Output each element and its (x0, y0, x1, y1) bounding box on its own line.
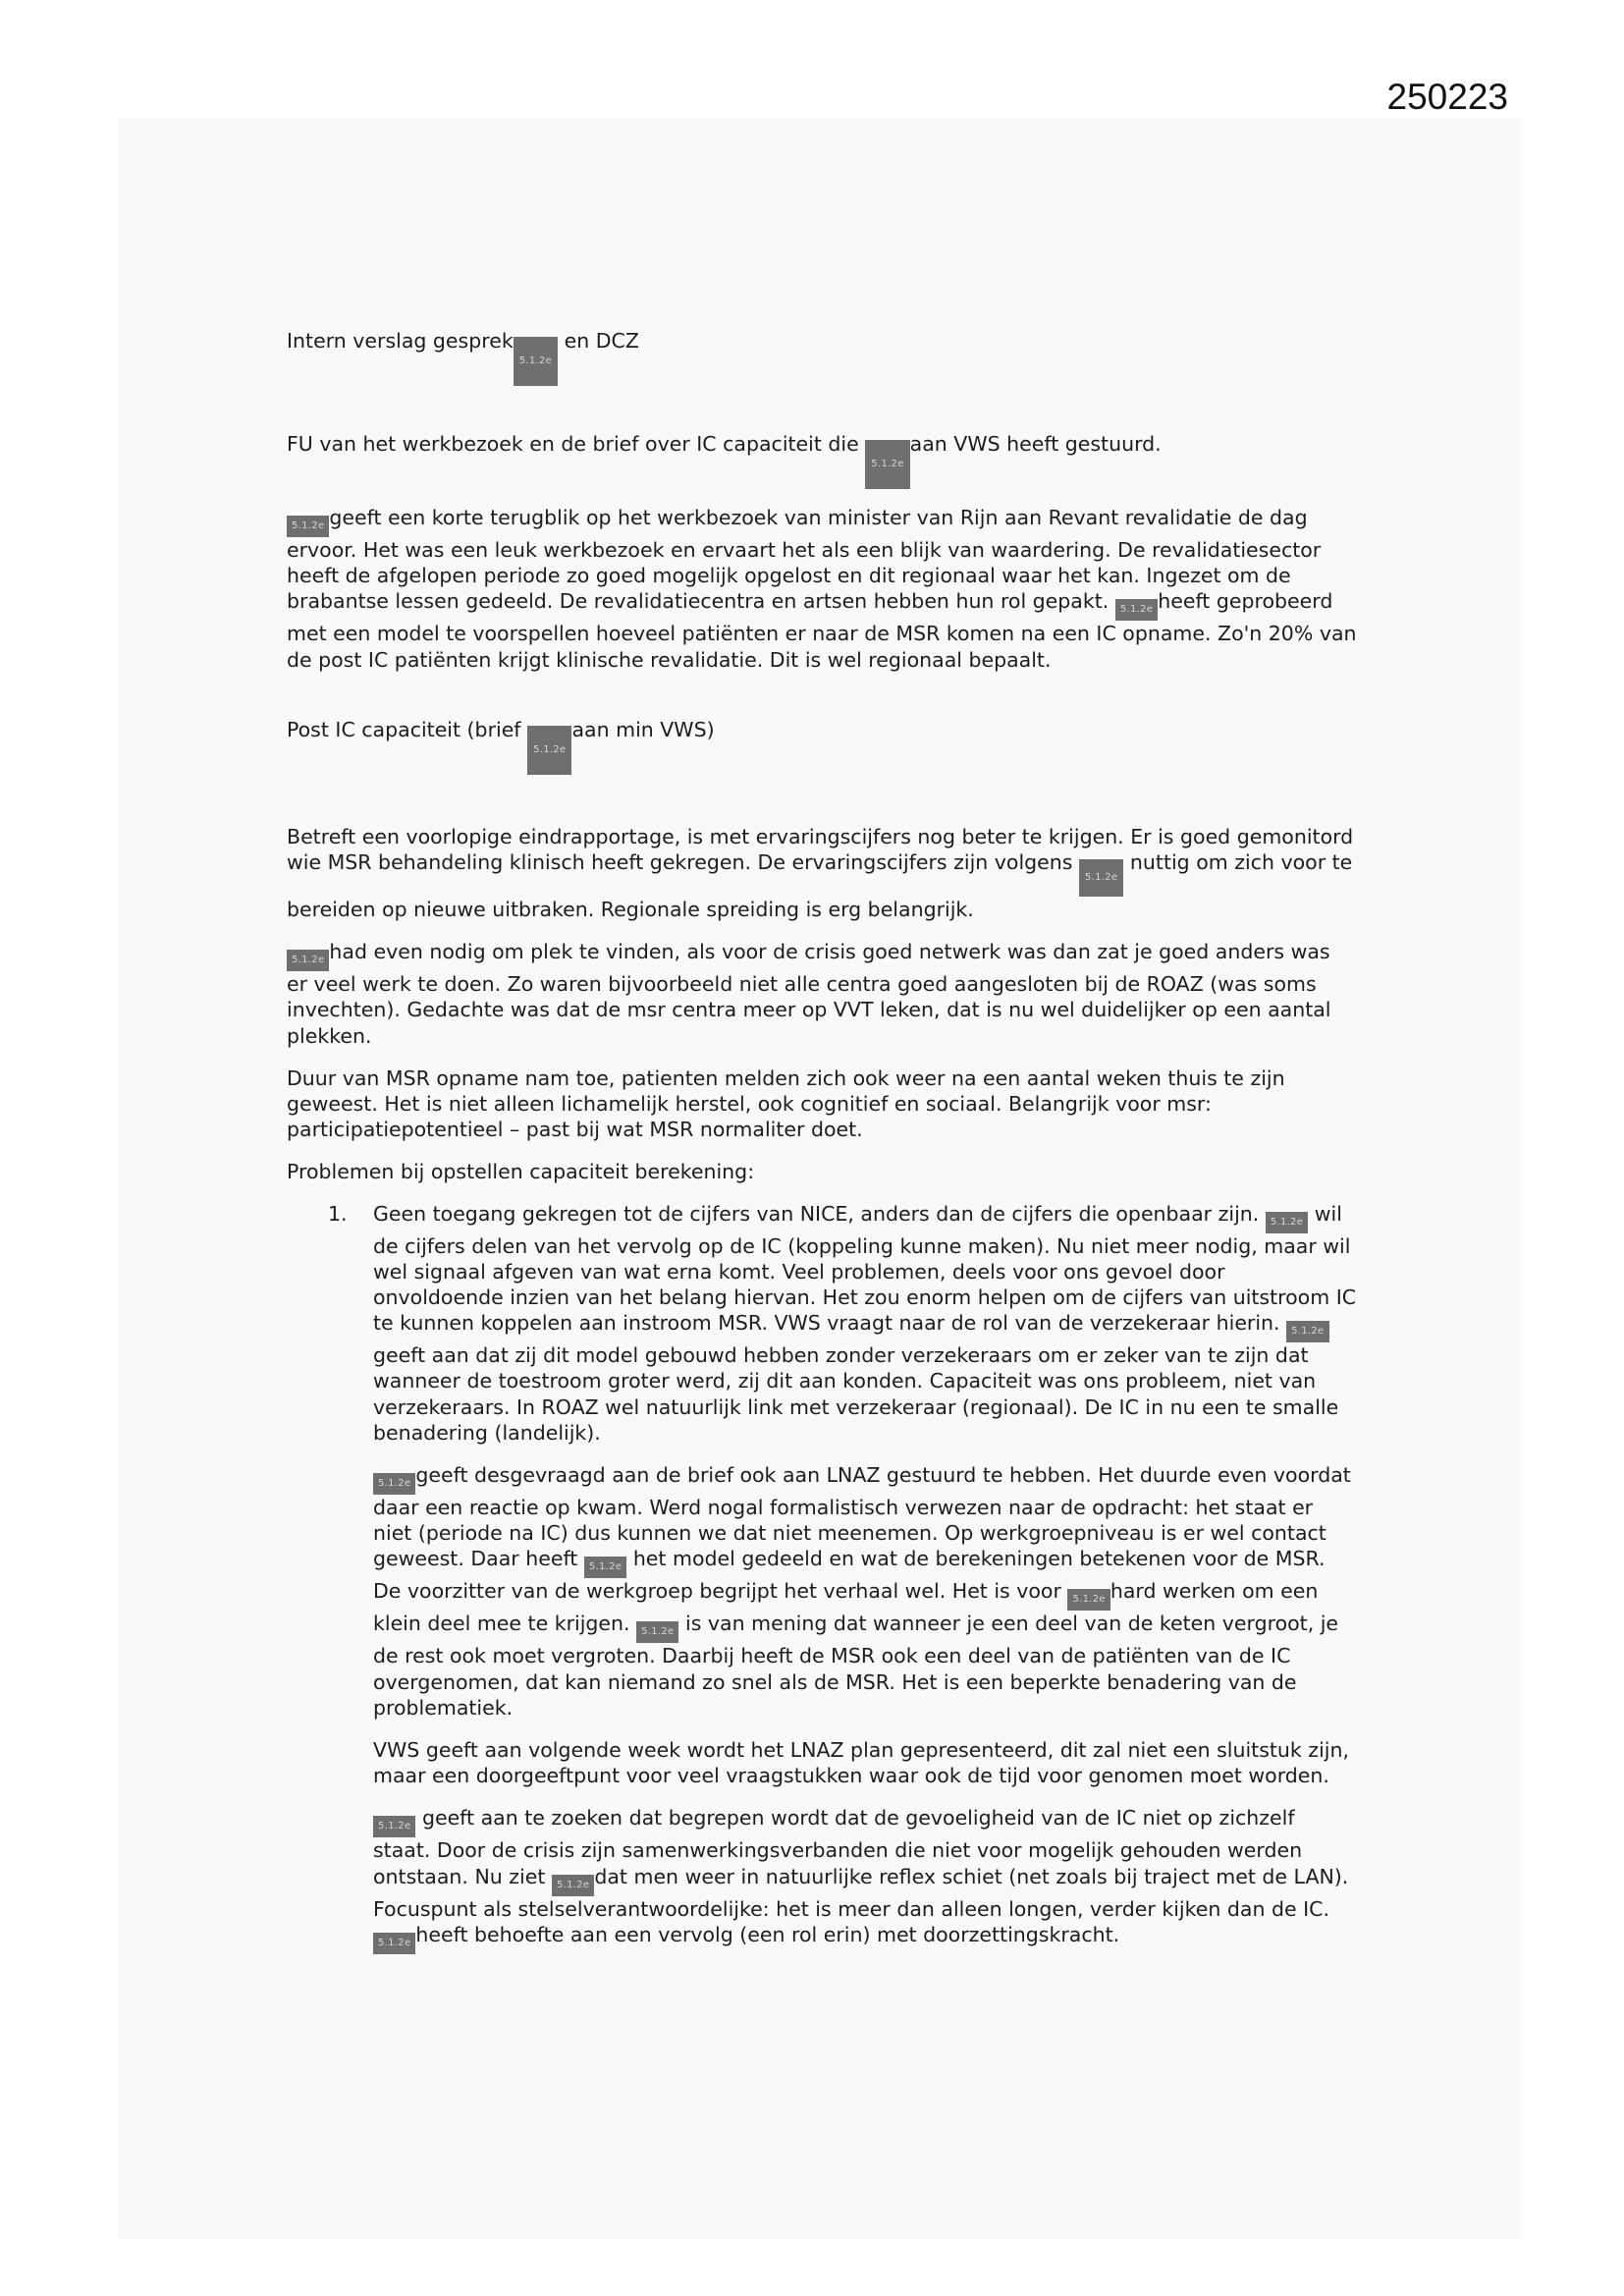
paragraph-text: heeft behoefte aan een vervolg (een rol erin) met doorzettingskracht. (415, 1922, 1120, 1946)
paragraph-text: geeft een korte terugblik op het werkbezoek van minister van Rijn aan Revant revalidatie de dag ervoor. Het was een leuk werkbezoek en ervaart het als een blijk van waardering. De revalidatiesector heeft de afgelopen periode zo goed mogelijk opgelost en dit regionaal waar het kan. Ingezet om de brabantse lessen gedeeld. De revalidatiecentra en artsen hebben hun rol gepakt. (287, 506, 1322, 614)
redaction-box: 5.1.2e (287, 950, 329, 971)
redaction-box: 5.1.2e (1266, 1212, 1308, 1233)
document-title (287, 328, 1357, 386)
title-text-end: en DCZ (564, 329, 639, 353)
redaction-box: 5.1.2e (373, 1473, 415, 1495)
redaction-box: 5.1.2e (1115, 599, 1158, 621)
heading-text-end: aan min VWS) (571, 717, 715, 741)
redaction-box: 5.1.2e (865, 440, 909, 489)
paragraph-text: Betreft een voorlopige eindrapportage, is met ervaringscijfers nog beter te krijgen. Er is goed gemonitord wie MSR behandeling klinisch heeft gekregen. De ervaringscijfers zijn volgens (287, 824, 1354, 875)
fu-line (287, 431, 1357, 489)
subparagraph-lnaz (287, 1462, 1357, 1721)
redaction-box: 5.1.2e (373, 1816, 415, 1837)
paragraph-text: geeft aan te zoeken dat begrepen wordt dat de gevoeligheid van de IC niet op zichzelf staat. Door de crisis zijn samenwerkingsverbanden die niet voor mogelijk gehouden werden ontstaan. Nu ziet (373, 1806, 1303, 1888)
paragraph-text: hard werken om een klein deel mee te krijgen. (373, 1579, 1319, 1636)
problems-list (287, 1201, 1357, 1954)
redaction-box: 5.1.2e (287, 516, 329, 537)
paragraph-text: is van mening dat wanneer je een deel van de keten vergroot, je de rest ook moet vergroten. Daarbij heeft de MSR ook een deel van de patiënten van de IC overgenomen, dat kan niemand zo snel als de MSR. Het is een beperkte benadering van de problematiek. (373, 1612, 1339, 1720)
document-number: 250223 (1386, 77, 1508, 117)
redaction-box: 5.1.2e (552, 1875, 594, 1896)
subparagraph-vws (287, 1737, 1357, 1788)
section-heading-post-ic (287, 717, 1357, 775)
paragraph-text: dat men weer in natuurlijke reflex schiet (net zoals bij traject met de LAN). Focuspunt als stelselverantwoordelijke: het is meer dan alleen longen, verder kijken dan de IC. (373, 1864, 1349, 1921)
redaction-box: 5.1.2e (1286, 1321, 1328, 1342)
paragraph-eindrapportage (287, 824, 1357, 922)
fu-text-start: FU van het werkbezoek en de brief over IC capaciteit die (287, 432, 859, 456)
redaction-box: 5.1.2e (527, 726, 571, 775)
paragraph-text: geeft desgevraagd aan de brief ook aan LNAZ gestuurd te hebben. Het duurde even voordat daar een reactie op kwam. Werd nogal formalistisch verwezen naar de opdracht: het staat er niet (periode na IC) dus kunnen we dat niet meenemen. Op werkgroepniveau is er wel contact geweest. Daar heeft (373, 1463, 1351, 1571)
paragraph-text: heeft geprobeerd met een model te voorspellen hoeveel patiënten er naar de MSR komen na een IC opname. Zo'n 20% van de post IC patiënten krijgt klinische revalidatie. Dit is wel regionaal bepaalt. (287, 589, 1357, 672)
title-text-start: Intern verslag gesprek (287, 329, 514, 353)
document-body (287, 328, 1357, 1954)
list-item-text: Geen toegang gekregen tot de cijfers van NICE, anders dan de cijfers die openbaar zijn. (373, 1201, 1260, 1226)
redaction-box: 5.1.2e (636, 1621, 678, 1643)
list-item-text: wil de cijfers delen van het vervolg op de IC (koppeling kunne maken). Nu niet meer nodig, maar wil wel signaal afgeven van wat erna komt. Veel problemen, deels voor ons gevoel door onvoldoende inzien van het belang hiervan. Het zou enorm helpen om de cijfers van uitstroom IC te kunnen koppelen aan instroom MSR. VWS vraagt naar de rol van de verzekeraar hierin. (373, 1201, 1357, 1336)
redaction-box: 5.1.2e (584, 1557, 626, 1578)
redaction-box: 5.1.2e (1067, 1589, 1110, 1611)
paragraph-duur-msr (287, 1066, 1357, 1143)
redaction-box: 5.1.2e (373, 1933, 415, 1954)
paragraph-text: het model gedeeld en wat de berekeningen betekenen voor de MSR. De voorzitter van de werkgroep begrijpt het verhaal wel. Het is voor (373, 1547, 1326, 1604)
paragraph-plek-vinden (287, 939, 1357, 1049)
problems-heading: Problemen bij opstellen capaciteit berekening: (287, 1160, 755, 1184)
paragraph-text: VWS geeft aan volgende week wordt het LNAZ plan gepresenteerd, dit zal niet een sluitstuk zijn, maar een doorgeeftpunt voor veel vraagstukken waar ook de tijd voor genomen moet worden. (373, 1738, 1349, 1788)
heading-text-start: Post IC capaciteit (brief (287, 717, 521, 741)
redaction-box: 5.1.2e (514, 337, 558, 386)
paragraph-text: nuttig om zich voor te bereiden op nieuwe uitbraken. Regionale spreiding is erg belangrijk. (287, 850, 1353, 922)
subparagraph-gevoeligheid (287, 1805, 1357, 1953)
paragraph-text: Duur van MSR opname nam toe, patienten melden zich ook weer na een aantal weken thuis te zijn geweest. Het is niet alleen lichamelijk herstel, ook cognitief en sociaal. Belangrijk voor msr: participatiepotentieel – past bij wat MSR normaliter doet. (287, 1066, 1285, 1142)
list-number: 1. (328, 1201, 348, 1226)
list-item (287, 1201, 1357, 1446)
fu-text-end: aan VWS heeft gestuurd. (909, 432, 1162, 456)
paragraph-werkbezoek (287, 505, 1357, 673)
list-item-text: geeft aan dat zij dit model gebouwd hebben zonder verzekeraars om er zeker van te zijn dat wanneer de toestroom groter werd, zij dit aan konden. Capaciteit was ons probleem, niet van verzekeraars. In ROAZ wel natuurlijk link met verzekeraar (regionaal). De IC in nu een te smalle benadering (landelijk). (373, 1343, 1339, 1445)
redaction-box: 5.1.2e (1079, 859, 1123, 897)
paragraph-text: had even nodig om plek te vinden, als voor de crisis goed netwerk was dan zat je goed anders was er veel werk te doen. Zo waren bijvoorbeeld niet alle centra goed aangesloten bij de ROAZ (was soms invechten). Gedachte was dat de msr centra meer op VVT leken, dat is nu wel duidelijker op een aantal plekken. (287, 940, 1331, 1048)
